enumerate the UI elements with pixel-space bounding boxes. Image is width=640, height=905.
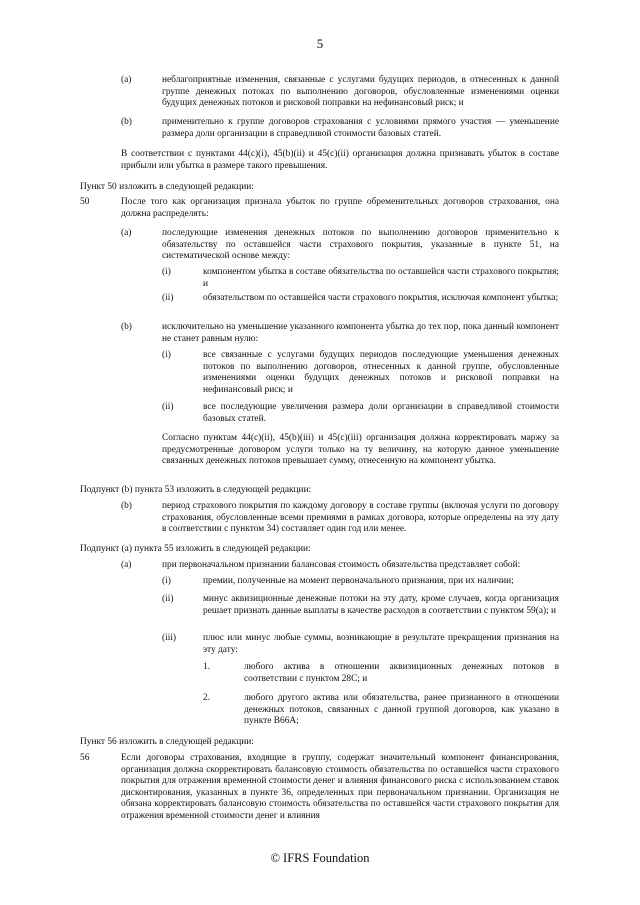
amendment-heading: Подпункт (a) пункта 55 изложить в следующей редакции: (80, 544, 311, 554)
list-item-text: применительно к группе договоров страхования с условиями прямого участия — уменьшение размера доли организации в справедливой стоимости базовых статей. (162, 117, 559, 139)
paragraph-number: 50 (80, 197, 90, 207)
paragraph-text: После того как организация признала убыток по группе обременительных договоров страхования, она должна распределять: (121, 197, 559, 219)
amendment-heading: Пункт 56 изложить в следующей редакции: (80, 737, 254, 747)
list-label: (i) (162, 350, 171, 360)
list-label: 2. (203, 693, 211, 703)
list-label: (ii) (162, 293, 174, 303)
list-label: (ii) (162, 402, 174, 412)
amendment-heading: Подпункт (b) пункта 53 изложить в следующей редакции: (80, 485, 312, 495)
list-item-text: при первоначальном признании балансовая стоимость обязательства представляет собой: (162, 560, 521, 570)
list-label: 1. (203, 662, 211, 672)
paragraph-note: Согласно пунктам 44(c)(ii), 45(b)(iii) и 45(c)(iii) организация должна корректировать маржу за предусмотренные договором услуги только на ту величину, на которую данное уменьшение связанных денежных потоков превышает сумму, отнесенную на компонент убытка. (162, 433, 559, 467)
list-item-text: неблагоприятные изменения, связанные с услугами будущих периодов, в отнесенных к данной группе денежных потоках по выполнению договоров, обусловленные изменениями оценки будущих денежных потоков и рисковой поправки на нефинансовый риск; и (162, 75, 559, 109)
amendment-heading: Пункт 50 изложить в следующей редакции: (80, 182, 254, 192)
list-label: (i) (162, 267, 171, 277)
list-item-text: обязательством по оставшейся части страхового покрытия, исключая компонент убытка; (203, 293, 559, 303)
list-item-text: премии, полученные на момент первоначального признания, при их наличии; (203, 576, 514, 586)
list-item-text: минус аквизиционные денежные потоки на эту дату, кроме случаев, когда организация решает признать данные выплаты в качестве расходов в соответствии с пунктом 59(a); и (203, 594, 559, 616)
list-item-text: любого другого актива или обязательства, ранее признанного в отношении денежных потоков, связанных с данной группой договоров, как указано в пункте B66A; (244, 693, 559, 727)
list-item-text: любого актива в отношении аквизиционных денежных потоков в соответствии с пунктом 28C; и (244, 662, 559, 684)
list-label: (b) (121, 322, 132, 332)
list-label: (b) (121, 117, 132, 127)
list-item-text: все связанные с услугами будущих периодов последующие уменьшения денежных потоков по выполнению договоров, отнесенных к данной группе, обусловленные изменениями оценки будущих денежных потоков и рисковой поправки на нефинансовый риск; и (203, 350, 559, 395)
list-item-text: все последующие увеличения размера доли организации в справедливой стоимости базовых статей. (203, 402, 559, 424)
list-item-text: период страхового покрытия по каждому договору в составе группы (включая услуги по договору страхования, обусловленные всеми премиями в рамках договора, которые определены на эту дату в соответствии с пунктом 34) составляет один год или менее. (162, 501, 559, 535)
list-label: (a) (121, 228, 132, 238)
paragraph-number: 56 (80, 753, 90, 763)
paragraph-note: В соответствии с пунктами 44(c)(i), 45(b)(ii) и 45(c)(ii) организация должна признавать убыток в составе прибыли или убытка в размере такого превышения. (121, 149, 559, 171)
footer-copyright: © IFRS Foundation (270, 851, 370, 865)
list-item-text: последующие изменения денежных потоков по выполнению договоров применительно к обязательству по оставшейся части страхового покрытия, указанные в пункте 51, на систематической основе между: (162, 228, 559, 262)
list-item-text: плюс или минус любые суммы, возникающие в результате прекращения признания на эту дату: (203, 633, 559, 655)
paragraph-text: Если договоры страхования, входящие в группу, содержат значительный компонент финансирования, организация должна скорректировать балансовую стоимость обязательства по оставшейся части страхового покрытия для отражения временной стоимости денег и влияния финансового риска с использованием ставок дисконтирования, указанных в пункте 36, определенных при первоначальном признании. Организация не обязана корректировать балансовую стоимость обязательства по оставшейся части страхового покрытия для отражения временной стоимости денег и влияния (121, 753, 559, 821)
list-item-text: исключительно на уменьшение указанного компонента убытка до тех пор, пока данный компонент не станет равным нулю: (162, 322, 559, 344)
list-label: (ii) (162, 594, 174, 604)
page-number: 5 (316, 36, 324, 51)
list-label: (a) (121, 75, 132, 85)
list-label: (a) (121, 560, 132, 570)
list-item-text: компонентом убытка в составе обязательства по оставшейся части страхового покрытия; и (203, 267, 559, 289)
list-label: (b) (121, 501, 132, 511)
list-label: (iii) (162, 633, 177, 643)
list-label: (i) (162, 576, 171, 586)
